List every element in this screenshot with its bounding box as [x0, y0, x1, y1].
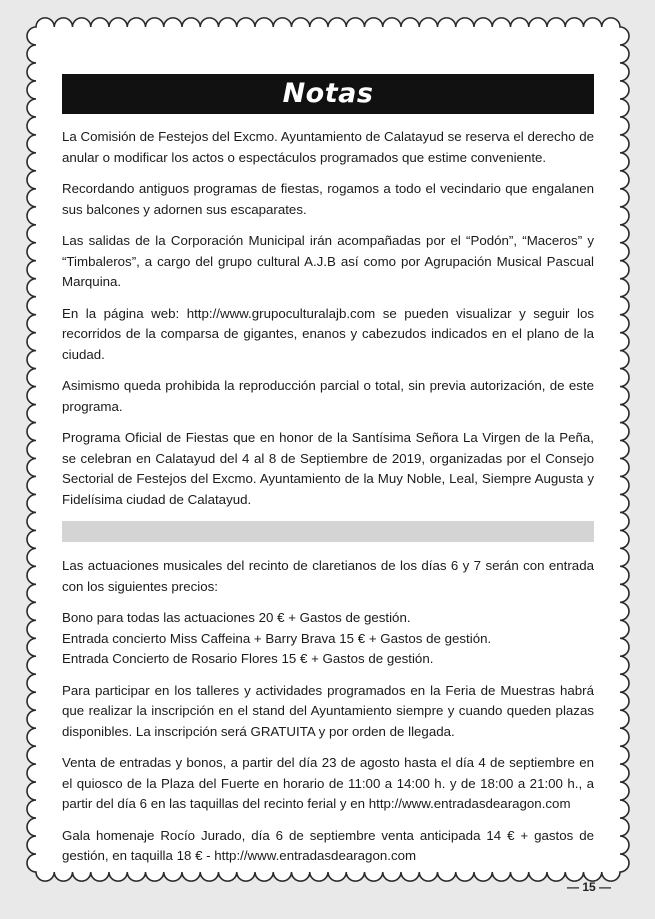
note-paragraph: En la página web: http://www.grupoculturalajb.com se pueden visualizar y seguir los recorridos de la comparsa de gigantes, enanos y cabezudos indicados en el plano de la ciudad.	[62, 305, 594, 362]
price-list	[62, 608, 594, 670]
page-number: — 15 —	[567, 880, 612, 894]
price-line: Bono para todas las actuaciones 20 € + Gastos de gestión.	[62, 610, 411, 625]
page-title: Notas	[282, 77, 374, 109]
section-divider	[62, 521, 594, 542]
note-paragraph: Las actuaciones musicales del recinto de claretianos de los días 6 y 7 serán con entrada con los siguientes precios:	[62, 558, 594, 594]
notes-content	[62, 74, 594, 878]
note-paragraph: Las salidas de la Corporación Municipal irán acompañadas por el “Podón”, “Maceros” y “Timbaleros”, a cargo del grupo cultural A.J.B así como por Agrupación Musical Pascual Marquina.	[62, 233, 594, 289]
price-line: Entrada Concierto de Rosario Flores 15 € + Gastos de gestión.	[62, 651, 434, 666]
note-paragraph: Para participar en los talleres y actividades programados en la Feria de Muestras habrá que realizar la inscripción en el stand del Ayuntamiento siempre y cuando queden plazas disponibles. La inscripción será GRATUITA y por orden de llegada.	[62, 682, 594, 739]
note-paragraph: La Comisión de Festejos del Excmo. Ayuntamiento de Calatayud se reserva el derecho de anular o modificar los actos o espectáculos programados que estime conveniente.	[62, 129, 594, 165]
title-bar	[62, 74, 594, 114]
note-paragraph: Asimismo queda prohibida la reproducción parcial o total, sin previa autorización, de este programa.	[62, 378, 594, 414]
note-paragraph: Recordando antiguos programas de fiestas, rogamos a todo el vecindario que engalanen sus balcones y adornen sus escaparates.	[62, 181, 594, 217]
price-line: Entrada concierto Miss Caffeina + Barry Brava 15 € + Gastos de gestión.	[62, 630, 492, 646]
note-paragraph: Gala homenaje Rocío Jurado, día 6 de septiembre venta anticipada 14 € + gastos de gestión, en taquilla 18 € - http://www.entradasdearagon.com	[62, 827, 594, 863]
note-paragraph: Programa Oficial de Fiestas que en honor de la Santísima Señora La Virgen de la Peña, se celebran en Calatayud del 4 al 8 de Septiembre de 2019, organizadas por el Consejo Sectorial de Festejos del Excmo. Ayuntamiento de la Muy Noble, Leal, Siempre Augusta y Fidelísima ciudad de Calatayud.	[62, 430, 594, 507]
note-paragraph: Venta de entradas y bonos, a partir del día 23 de agosto hasta el día 4 de septiembre en el quiosco de la Plaza del Fuerte en horario de 11:00 a 14:00 h. y de 18:00 a 21:00 h., a partir del día 6 en las taquillas del recinto ferial y en http://www.entradasdearagon.com	[62, 755, 594, 811]
